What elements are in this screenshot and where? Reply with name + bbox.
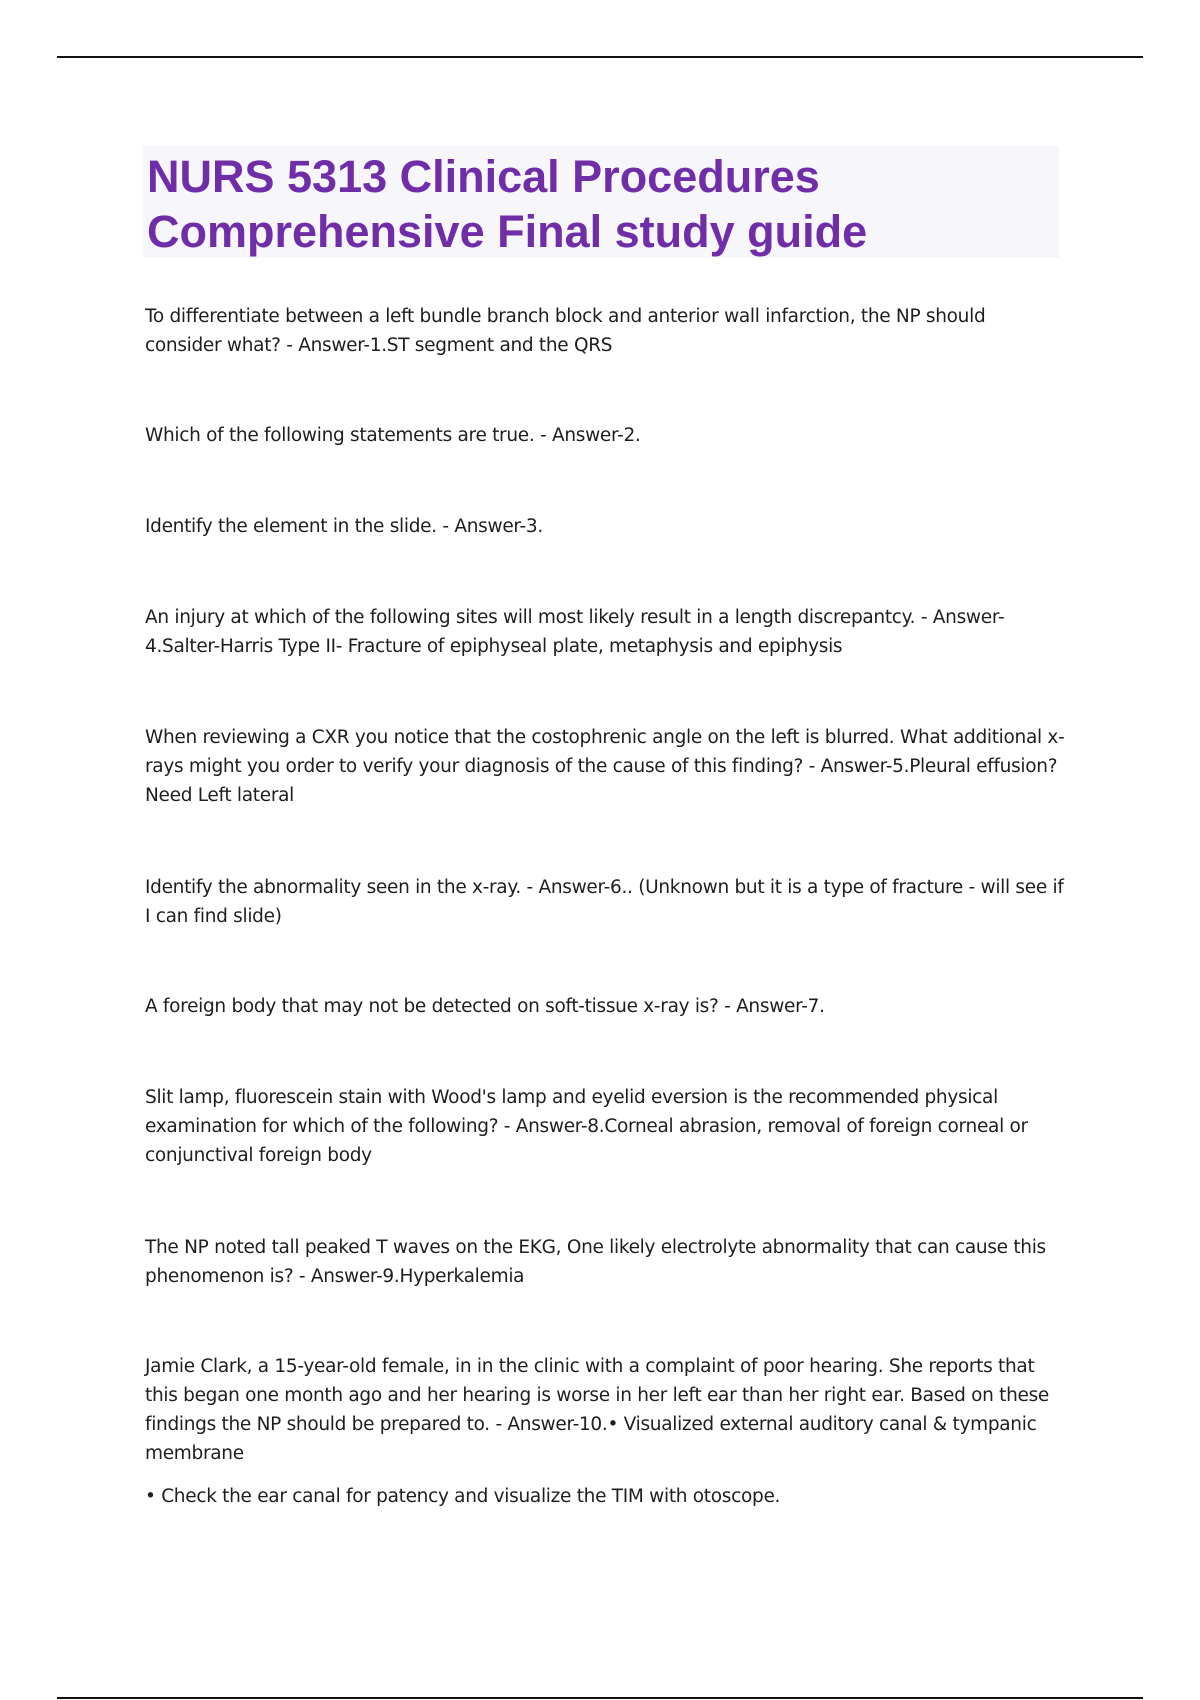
qa-item-6: [145, 873, 1065, 931]
page-title-line-2: Comprehensive Final study guide: [147, 206, 868, 257]
qa-text: Jamie Clark, a 15-year-old female, in in the clinic with a complaint of poor hearing. She reports that this began one month ago and her hearing is worse in her left ear than her right ear. Based on these findings the NP should be prepared to. - Answer-10.• Visualized external auditory canal & tympanic membrane: [145, 1356, 1050, 1464]
page-title-line-1: NURS 5313 Clinical Procedures: [147, 151, 820, 202]
qa-text: A foreign body that may not be detected on soft-tissue x-ray is? - Answer-7.: [145, 996, 825, 1017]
qa-item-9: [145, 1233, 1065, 1291]
qa-text: The NP noted tall peaked T waves on the EKG, One likely electrolyte abnormality that can cause this phenomenon is? - Answer-9.Hyperkalemia: [145, 1237, 1046, 1287]
qa-text: Identify the abnormality seen in the x-ray. - Answer-6.. (Unknown but it is a type of fracture - will see if I can find slide): [145, 877, 1064, 927]
qa-item-3: [145, 512, 1065, 541]
qa-text: An injury at which of the following sites will most likely result in a length discrepantcy. - Answer-4.Salter-Harris Type II- Fracture of epiphyseal plate, metaphysis and epiphysis: [145, 607, 1005, 657]
qa-item-8: [145, 1083, 1065, 1170]
title-banner: [143, 146, 1059, 258]
qa-item-5: [145, 723, 1065, 810]
qa-text: Slit lamp, fluorescein stain with Wood's lamp and eyelid eversion is the recommended physical examination for which of the following? - Answer-8.Corneal abrasion, removal of foreign corneal or conjunctival foreign body: [145, 1087, 1028, 1166]
qa-text: When reviewing a CXR you notice that the costophrenic angle on the left is blurred. What additional x-rays might you order to verify your diagnosis of the cause of this finding? - Answer-5.Pleural effusion? Need Left lateral: [145, 727, 1065, 806]
top-rule: [57, 56, 1143, 58]
qa-text: Which of the following statements are true. - Answer-2.: [145, 425, 641, 446]
qa-text: Identify the element in the slide. - Answer-3.: [145, 516, 543, 537]
qa-item-4: [145, 603, 1065, 661]
qa-item-10: [145, 1352, 1065, 1511]
qa-item-7: [145, 992, 1065, 1021]
qa-bullet: • Check the ear canal for patency and visualize the TIM with otoscope.: [145, 1486, 781, 1507]
qa-item-1: [145, 302, 1065, 360]
qa-item-2: [145, 421, 1065, 450]
bottom-rule: [57, 1697, 1143, 1699]
qa-text: To differentiate between a left bundle branch block and anterior wall infarction, the NP should consider what? - Answer-1.ST segment and the QRS: [145, 306, 986, 356]
